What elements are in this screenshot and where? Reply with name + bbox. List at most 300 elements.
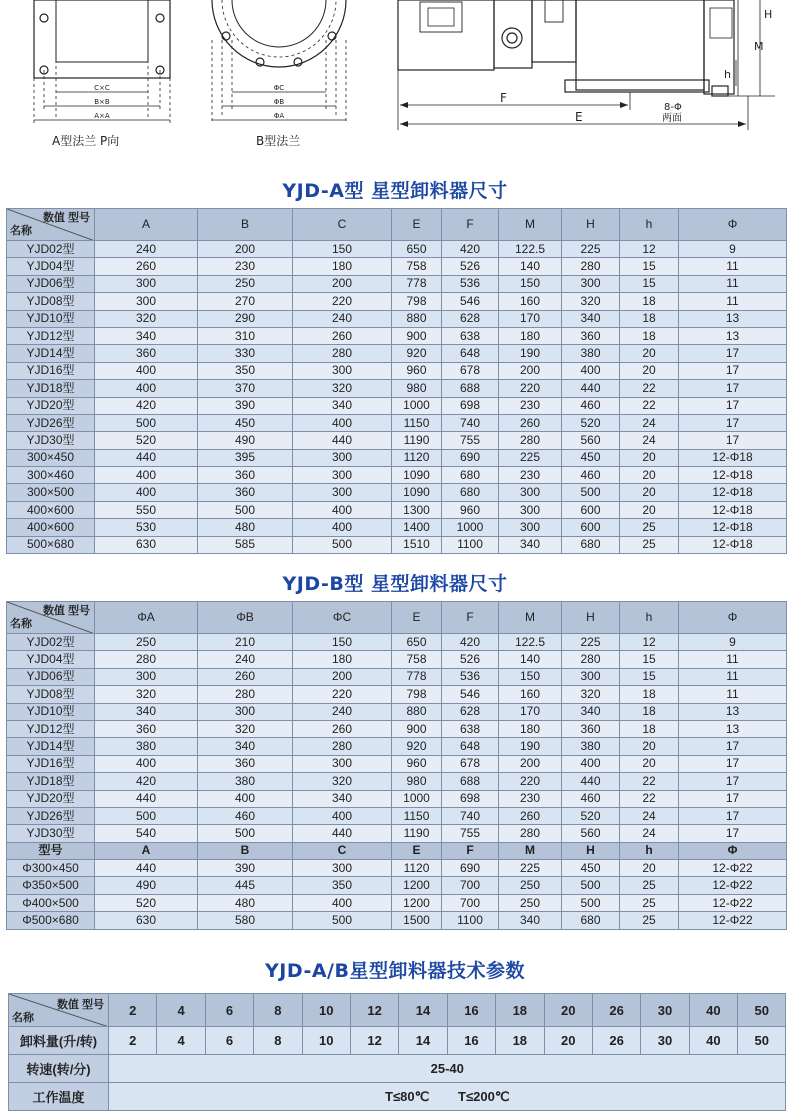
model-cell: Φ350×500 [7,877,95,894]
side-view-drawing [398,0,775,130]
model-cell: YJD04型 [7,651,95,668]
value-cell: 900 [392,720,442,737]
table-row [7,241,787,258]
value-cell: 390 [198,860,293,877]
sub-header-row [7,842,787,859]
value-cell: 360 [198,755,293,772]
model-cell: YJD16型 [7,755,95,772]
model-cell: YJD08型 [7,686,95,703]
value-cell: 400 [198,790,293,807]
value-cell: 22 [620,380,679,397]
dim-e: E [575,110,583,124]
model-cell: Φ500×680 [7,912,95,929]
value-cell: 500 [198,501,293,518]
sub-header-cell: h [620,842,679,859]
table-row [7,519,787,536]
column-header: 20 [544,994,592,1027]
value-cell: 17 [679,380,787,397]
value-cell: 700 [442,877,499,894]
value-cell: 690 [442,449,499,466]
value-cell: 546 [442,293,499,310]
value-cell: 12-Φ22 [679,894,787,911]
value-cell: 440 [562,380,620,397]
value-cell: 250 [499,894,562,911]
value-cell: 170 [499,310,562,327]
value-cell: 150 [499,275,562,292]
value-cell: 530 [95,519,198,536]
sub-header-cell: Φ [679,842,787,859]
value-cell: 300 [293,484,392,501]
column-header: F [442,209,499,241]
table-row [7,397,787,414]
sub-header-cell: C [293,842,392,859]
value-cell: 10 [302,1027,350,1055]
value-cell: 1300 [392,501,442,518]
value-cell: 920 [392,345,442,362]
table-row [7,825,787,842]
column-header: 30 [641,994,689,1027]
value-cell: 25 [620,536,679,553]
drawings-band [0,0,790,160]
column-header: 4 [157,994,205,1027]
value-cell: 20 [620,484,679,501]
model-cell: YJD14型 [7,738,95,755]
value-cell: 180 [293,651,392,668]
value-cell: 320 [95,686,198,703]
value-cell: 300 [293,449,392,466]
column-header: 26 [592,994,640,1027]
value-cell: 300 [562,275,620,292]
dim-phic: ΦC [273,84,285,92]
table-row [7,807,787,824]
table-row [7,310,787,327]
value-cell: 500 [198,825,293,842]
value-cell: 250 [198,275,293,292]
value-cell: 420 [95,397,198,414]
value-cell: 17 [679,414,787,431]
value-cell: 122.5 [499,634,562,651]
value-cell: 536 [442,668,499,685]
value-cell: 280 [562,651,620,668]
value-cell: 460 [198,807,293,824]
value-cell: 300 [293,362,392,379]
value-cell: 400 [293,414,392,431]
value-cell: 400 [95,755,198,772]
value-cell: 550 [95,501,198,518]
value-cell: 480 [198,894,293,911]
value-cell: 500 [293,536,392,553]
value-cell: 11 [679,668,787,685]
value-cell: 648 [442,345,499,362]
value-cell: 420 [442,241,499,258]
value-cell: 360 [95,345,198,362]
column-header: C [293,209,392,241]
value-cell: 360 [95,720,198,737]
value-cell: 11 [679,293,787,310]
dim-cxc: C×C [94,84,110,92]
value-cell: 15 [620,651,679,668]
value-cell: 12-Φ18 [679,536,787,553]
dim-phib: ΦB [273,98,285,106]
table-row [7,790,787,807]
corner-bottom-label: 名称 [10,225,32,237]
value-cell: 755 [442,432,499,449]
value-cell: 18 [620,310,679,327]
value-cell: 12-Φ18 [679,501,787,518]
value-cell: 400 [293,519,392,536]
value-cell: 490 [198,432,293,449]
value-cell: 6 [205,1027,253,1055]
sub-header-cell: B [198,842,293,859]
sub-header-cell: E [392,842,442,859]
value-cell: 758 [392,258,442,275]
value-cell: 280 [293,738,392,755]
column-header: 50 [738,994,786,1027]
value-cell: 300 [499,484,562,501]
value-cell: 13 [679,327,787,344]
value-cell: 500 [562,894,620,911]
value-cell: 11 [679,258,787,275]
table-tech [8,993,786,1111]
table-row [7,720,787,737]
value-cell: 240 [293,310,392,327]
column-header: E [392,209,442,241]
column-header: h [620,602,679,634]
value-cell: 500 [293,912,392,929]
value-cell: 1090 [392,467,442,484]
value-cell: 225 [562,241,620,258]
value-cell: 445 [198,877,293,894]
model-cell: YJD02型 [7,634,95,651]
value-cell: 4 [157,1027,205,1055]
value-cell: 300 [293,860,392,877]
value-cell: 140 [499,651,562,668]
value-cell: 230 [499,790,562,807]
value-cell: 678 [442,362,499,379]
column-header: Φ [679,209,787,241]
value-cell: 650 [392,241,442,258]
value-cell: 15 [620,275,679,292]
corner-top-label: 数值 型号 [42,212,90,224]
value-cell: 740 [442,414,499,431]
value-cell: 270 [198,293,293,310]
value-cell: 320 [562,293,620,310]
value-cell: 260 [499,414,562,431]
table-row [7,686,787,703]
span-value-cell: T≤80℃ T≤200℃ [109,1083,786,1111]
value-cell: 600 [562,519,620,536]
table-row [7,877,787,894]
model-cell: YJD16型 [7,362,95,379]
value-cell: 340 [293,397,392,414]
sub-header-cell: H [562,842,620,859]
value-cell: 300 [293,755,392,772]
sub-header-cell: M [499,842,562,859]
table-row [7,432,787,449]
value-cell: 300 [95,668,198,685]
value-cell: 300 [95,293,198,310]
value-cell: 370 [198,380,293,397]
table-row [9,1055,786,1083]
table-tech-header [9,994,786,1027]
value-cell: 440 [95,449,198,466]
value-cell: 400 [293,501,392,518]
flange-b-label: B型法兰 [256,134,301,148]
value-cell: 490 [95,877,198,894]
value-cell: 250 [499,877,562,894]
table-row [7,345,787,362]
value-cell: 300 [499,501,562,518]
column-header: 2 [109,994,157,1027]
value-cell: 26 [592,1027,640,1055]
value-cell: 240 [293,703,392,720]
value-cell: 17 [679,432,787,449]
value-cell: 440 [293,825,392,842]
value-cell: 580 [198,912,293,929]
model-cell: YJD30型 [7,432,95,449]
value-cell: 260 [95,258,198,275]
value-cell: 450 [198,414,293,431]
dim-h-lower: h [724,68,731,81]
value-cell: 17 [679,790,787,807]
column-header: ΦA [95,602,198,634]
model-cell: YJD26型 [7,807,95,824]
model-cell: YJD12型 [7,327,95,344]
value-cell: 18 [620,703,679,720]
value-cell: 17 [679,755,787,772]
value-cell: 340 [293,790,392,807]
value-cell: 638 [442,327,499,344]
table-a-title: YJD-A型 星型卸料器尺寸 [282,180,508,202]
table-a [6,208,787,554]
table-row [7,536,787,553]
column-header: h [620,209,679,241]
value-cell: 11 [679,686,787,703]
value-cell: 380 [562,738,620,755]
value-cell: 280 [293,345,392,362]
value-cell: 1100 [442,912,499,929]
value-cell: 450 [562,449,620,466]
value-cell: 400 [562,362,620,379]
value-cell: 260 [293,327,392,344]
value-cell: 980 [392,380,442,397]
value-cell: 18 [620,720,679,737]
value-cell: 230 [198,258,293,275]
value-cell: 360 [562,720,620,737]
corner-bottom-label: 名称 [12,1012,34,1024]
value-cell: 300 [293,467,392,484]
value-cell: 755 [442,825,499,842]
value-cell: 180 [293,258,392,275]
table-row [9,1027,786,1055]
value-cell: 630 [95,912,198,929]
value-cell: 12 [350,1027,398,1055]
param-name-cell: 卸料量(升/转) [9,1027,109,1055]
value-cell: 320 [95,310,198,327]
column-header: 18 [496,994,544,1027]
model-cell: 300×450 [7,449,95,466]
value-cell: 140 [499,258,562,275]
value-cell: 520 [95,432,198,449]
dim-bxb: B×B [94,98,110,106]
value-cell: 280 [95,651,198,668]
model-cell: Φ300×450 [7,860,95,877]
column-header: ΦB [198,602,293,634]
corner-header [7,209,95,241]
model-cell: YJD26型 [7,414,95,431]
value-cell: 420 [95,773,198,790]
model-cell: 500×680 [7,536,95,553]
table-row [7,860,787,877]
sub-header-cell: 型号 [7,842,95,859]
value-cell: 630 [95,536,198,553]
table-row [7,912,787,929]
value-cell: 150 [499,668,562,685]
value-cell: 12 [620,634,679,651]
value-cell: 1510 [392,536,442,553]
value-cell: 330 [198,345,293,362]
value-cell: 230 [499,467,562,484]
value-cell: 500 [95,414,198,431]
table-row [7,894,787,911]
model-cell: Φ400×500 [7,894,95,911]
corner-top-label: 数值 型号 [42,605,90,617]
value-cell: 1120 [392,860,442,877]
value-cell: 225 [562,634,620,651]
value-cell: 180 [499,327,562,344]
value-cell: 25 [620,877,679,894]
value-cell: 220 [293,686,392,703]
value-cell: 960 [442,501,499,518]
value-cell: 20 [620,501,679,518]
table-a-header [7,209,787,241]
value-cell: 13 [679,720,787,737]
value-cell: 1000 [442,519,499,536]
value-cell: 500 [562,484,620,501]
value-cell: 9 [679,634,787,651]
value-cell: 210 [198,634,293,651]
value-cell: 160 [499,293,562,310]
table-row [7,668,787,685]
table-a-body [7,241,787,554]
value-cell: 300 [198,703,293,720]
value-cell: 260 [198,668,293,685]
sub-header-cell: F [442,842,499,859]
value-cell: 680 [442,467,499,484]
value-cell: 280 [562,258,620,275]
model-cell: 400×600 [7,519,95,536]
value-cell: 920 [392,738,442,755]
value-cell: 18 [620,327,679,344]
column-header: 6 [205,994,253,1027]
value-cell: 20 [620,755,679,772]
table-row [9,1083,786,1111]
value-cell: 122.5 [499,241,562,258]
column-header: Φ [679,602,787,634]
value-cell: 400 [95,362,198,379]
model-cell: 300×460 [7,467,95,484]
value-cell: 1200 [392,877,442,894]
value-cell: 798 [392,686,442,703]
value-cell: 50 [738,1027,786,1055]
value-cell: 18 [620,686,679,703]
model-cell: YJD04型 [7,258,95,275]
value-cell: 12-Φ18 [679,519,787,536]
model-cell: YJD02型 [7,241,95,258]
table-tech-body [9,1027,786,1111]
model-cell: 400×600 [7,501,95,518]
corner-header [7,602,95,634]
value-cell: 648 [442,738,499,755]
column-header: 40 [689,994,737,1027]
value-cell: 440 [95,860,198,877]
value-cell: 678 [442,755,499,772]
value-cell: 290 [198,310,293,327]
value-cell: 40 [689,1027,737,1055]
table-b-title: YJD-B型 星型卸料器尺寸 [282,573,508,595]
value-cell: 17 [679,362,787,379]
column-header: 12 [350,994,398,1027]
column-header: M [499,602,562,634]
value-cell: 20 [620,345,679,362]
table-tech-title: YJD-A/B星型卸料器技术参数 [265,960,525,982]
value-cell: 24 [620,825,679,842]
corner-bottom-label: 名称 [10,618,32,630]
column-header: B [198,209,293,241]
value-cell: 698 [442,790,499,807]
model-cell: YJD30型 [7,825,95,842]
value-cell: 220 [499,380,562,397]
value-cell: 14 [399,1027,447,1055]
model-cell: YJD10型 [7,310,95,327]
model-cell: 300×500 [7,484,95,501]
value-cell: 13 [679,310,787,327]
value-cell: 11 [679,651,787,668]
value-cell: 8 [254,1027,302,1055]
value-cell: 18 [496,1027,544,1055]
value-cell: 540 [95,825,198,842]
dim-h-upper: H [764,8,773,21]
value-cell: 680 [562,536,620,553]
model-cell: YJD10型 [7,703,95,720]
model-cell: YJD06型 [7,668,95,685]
value-cell: 17 [679,825,787,842]
value-cell: 585 [198,536,293,553]
sub-header-cell: A [95,842,198,859]
value-cell: 12 [620,241,679,258]
corner-header [9,994,109,1027]
value-cell: 340 [562,703,620,720]
value-cell: 320 [562,686,620,703]
table-row [7,651,787,668]
column-header: H [562,602,620,634]
value-cell: 17 [679,773,787,790]
table-row [7,634,787,651]
value-cell: 340 [499,536,562,553]
dim-m: M [754,40,764,53]
value-cell: 260 [499,807,562,824]
value-cell: 980 [392,773,442,790]
value-cell: 20 [620,738,679,755]
value-cell: 340 [95,703,198,720]
value-cell: 18 [620,293,679,310]
value-cell: 340 [95,327,198,344]
dim-holes: 8-Φ [664,102,682,113]
value-cell: 400 [95,484,198,501]
value-cell: 360 [198,467,293,484]
value-cell: 230 [499,397,562,414]
param-name-cell: 工作温度 [9,1083,109,1111]
